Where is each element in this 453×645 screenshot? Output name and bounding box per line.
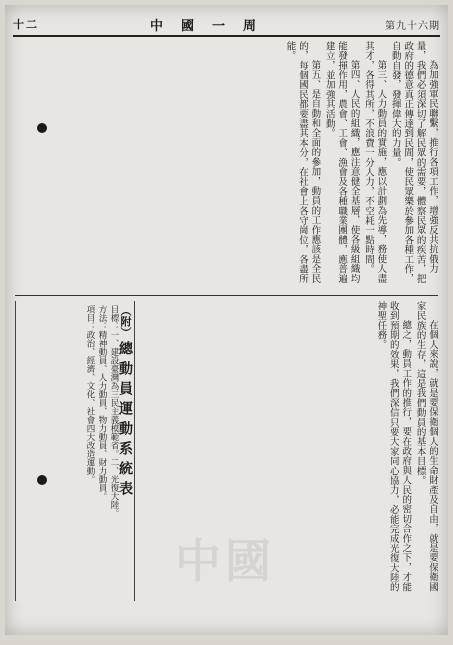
section-divider bbox=[15, 295, 438, 296]
appendix-tag: （附） bbox=[119, 305, 132, 338]
article-body-upper bbox=[15, 41, 438, 291]
magazine-title: 中國一周 bbox=[149, 18, 274, 34]
body-paragraph: 第三、人力動員的實施，應以計劃為先導，務使人盡其才，各得其所，不浪費一分人力，不空耗一點時間。 bbox=[362, 41, 387, 284]
body-paragraph: 總之，動員工作的推行，要在政府與人民的密切合作之下，才能收到預期的效果，我們深信只要大家同心協力，必能完成光復大陸的神聖任務。 bbox=[375, 301, 412, 592]
body-paragraph: 在個人來說，就是要保衛個人的生命財產及自由，就是要保衛國家民族的生存，這是我們動員的基本目標。 bbox=[414, 301, 438, 592]
body-paragraph: 第四、人民的組織，應注意健全基層，使各級組織均能發揮作用，農會、工會、漁會及各種職業團體，應普遍建立，並加強其活動。 bbox=[323, 41, 360, 284]
appendix-item: 目標：一、建設臺灣為三民主義模範省。二、光復大陸。 bbox=[109, 305, 119, 518]
issue-number: 第九十六期 bbox=[384, 20, 440, 32]
page-header bbox=[13, 13, 440, 37]
binding-hole-icon bbox=[37, 475, 47, 485]
body-paragraph: 為加強軍民聯繫，推行各項工作，增強反共抗俄力量，我們必須深切了解民眾的需要，體察民眾的疾苦，把政府的德意真正傳達到民間，使民眾樂於參加各種工作，自動自發，發揮偉大的力量。 bbox=[389, 41, 438, 284]
page-number: 十二 bbox=[13, 18, 39, 31]
appendix-item: 項目：政治、經濟、文化、社會四大改造運動。 bbox=[85, 305, 95, 484]
appendix-title: 總動員運動系統表 bbox=[117, 340, 133, 501]
appendix-item: 方法：精神動員、人力動員、物力動員、財力動員。 bbox=[97, 305, 107, 501]
binding-hole-icon bbox=[37, 123, 47, 133]
appendix-table bbox=[15, 301, 135, 601]
watermark: 中國 bbox=[175, 534, 275, 588]
document-page bbox=[5, 5, 448, 635]
body-paragraph: 第五、是自動和全面的參加，動員的工作應該是全民的，每個國民都要盡其本分，在社會上各守崗位，各盡所能。 bbox=[284, 41, 321, 284]
